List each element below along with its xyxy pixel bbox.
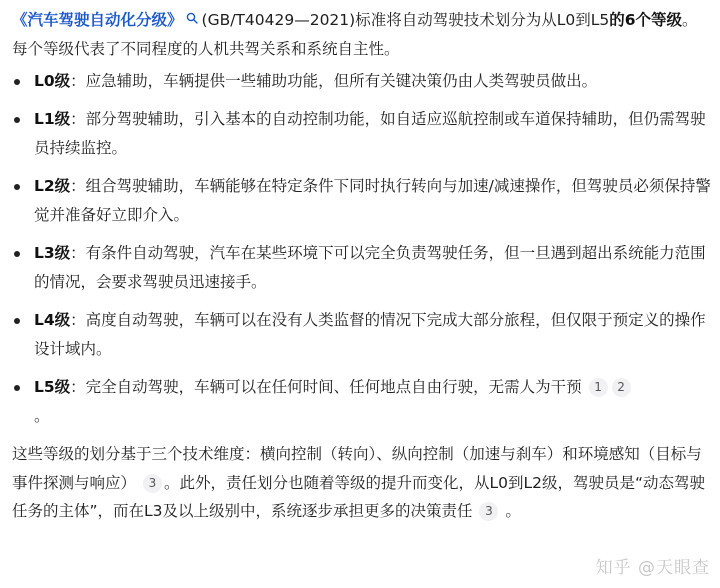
citation-badge[interactable]: 2 [612,378,631,397]
search-icon[interactable] [186,12,198,24]
citation-badge[interactable]: 1 [589,378,608,397]
level-desc: ：有条件自动驾驶，汽车在某些环境下可以完全负责驾驶任务，但一旦遇到超出系统能力范围的情况，会要求驾驶员迅速接手。 [34,244,706,291]
list-item [12,306,712,364]
level-name: L0级 [34,72,71,90]
list-item [12,373,712,431]
citation-badge[interactable]: 3 [479,502,498,521]
summary-text-a: 这些等级的划分基于三个技术维度：横向控制（转向）、纵向控制（加速与刹车）和环境感知（目标与事件探测与响应） [12,445,702,492]
list-item [12,172,712,230]
zhihu-watermark: 知乎 @天眼查 [595,558,710,578]
summary-text-b: 。此外，责任划分也随着等级的提升而变化，从L0到L2级，驾驶员是“动态驾驶任务的主体”，而在L3及以上级别中，系统逐步承担更多的决策责任 [12,473,705,520]
standard-link[interactable]: 《汽车驾驶自动化分级》 [12,11,183,29]
level-name: L3级 [34,244,71,262]
level-name: L5级 [34,378,71,396]
level-desc: ：部分驾驶辅助，引入基本的自动控制功能，如自适应巡航控制或车道保持辅助，但仍需驾驶员持续监控。 [34,110,706,157]
intro-bold: 的6个等级 [609,11,682,29]
intro-text-c: 。每个等级代表了不同程度的人机共驾关系和系统自主性。 [12,11,698,58]
level-desc: ：完全自动驾驶，车辆可以在任何时间、任何地点自由行驶，无需人为干预 [70,378,582,396]
list-item [12,67,712,96]
intro-text-a: 标准将自动驾驶技术划分为从L0到L5 [355,11,610,29]
bullet-dot [14,117,20,123]
list-item [12,239,712,297]
level-desc: ：高度自动驾驶，车辆可以在没有人类监督的情况下完成大部分旅程，但仅限于预定义的操作设计域内。 [34,311,706,358]
bullet-dot [14,385,20,391]
bullet-dot [14,251,20,257]
summary-paragraph [12,440,712,526]
level-name: L1级 [34,110,71,128]
bullet-dot [14,184,20,190]
level-tail: 。 [34,407,50,425]
level-list [12,67,712,431]
bullet-dot [14,318,20,324]
level-name: L4级 [34,311,71,329]
level-name: L2级 [34,177,71,195]
citation-badge[interactable]: 3 [143,474,162,493]
list-item [12,105,712,163]
level-desc: ：应急辅助，车辆提供一些辅助功能，但所有关键决策仍由人类驾驶员做出。 [70,72,598,90]
bullet-dot [14,79,20,85]
summary-text-c: 。 [505,502,521,520]
level-desc: ：组合驾驶辅助，车辆能够在特定条件下同时执行转向与加速/减速操作，但驾驶员必须保持警觉并准备好立即介入。 [34,177,711,224]
standard-code: (GB/T40429—2021) [201,11,356,29]
intro-paragraph [12,6,712,64]
